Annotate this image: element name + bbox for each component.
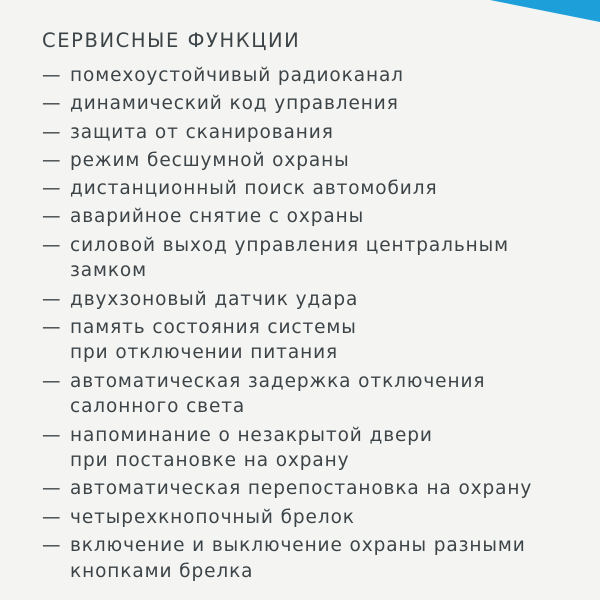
list-item bbox=[42, 423, 592, 474]
list-item-text bbox=[70, 204, 592, 230]
list-dash: — bbox=[42, 149, 62, 171]
corner-accent-shape bbox=[490, 0, 600, 22]
list-item-line: память состояния системы bbox=[70, 316, 357, 338]
list-dash: — bbox=[42, 234, 62, 256]
list-dash: — bbox=[42, 288, 62, 310]
list-item-text bbox=[70, 120, 592, 146]
list-item-text bbox=[70, 315, 592, 366]
list-dash: — bbox=[42, 206, 62, 228]
list-item-line: при постановке на охрану bbox=[70, 450, 350, 472]
list-item bbox=[42, 315, 592, 366]
list-item-line: помехоустойчивый радиоканал bbox=[70, 65, 404, 86]
list-item bbox=[42, 91, 592, 117]
list-item-text bbox=[70, 369, 592, 420]
list-item bbox=[42, 120, 592, 146]
list-item bbox=[42, 505, 592, 531]
list-item-line: динамический код управления bbox=[70, 93, 399, 115]
list-item-line: кнопками брелка bbox=[70, 560, 254, 582]
list-dash: — bbox=[42, 424, 62, 446]
list-item-line: салонного света bbox=[70, 396, 246, 418]
list-dash: — bbox=[42, 478, 62, 500]
list-item bbox=[42, 233, 592, 284]
list-item-text bbox=[70, 176, 592, 202]
list-dash: — bbox=[42, 178, 62, 200]
list-item-line: режим бесшумной охраны bbox=[70, 149, 350, 171]
list-item-line: при отключении питания bbox=[70, 342, 339, 364]
list-dash: — bbox=[42, 370, 62, 392]
list-item-line: двухзоновый датчик удара bbox=[70, 288, 359, 310]
list-item-text bbox=[70, 148, 592, 174]
list-item-text bbox=[70, 423, 592, 474]
list-item-text bbox=[70, 91, 592, 117]
list-item bbox=[42, 533, 592, 584]
list-item bbox=[42, 148, 592, 174]
list-item-line: включение и выключение охраны разными bbox=[70, 535, 526, 557]
list-item-line: напоминание о незакрытой двери bbox=[70, 424, 433, 446]
list-item-line: замком bbox=[70, 260, 147, 282]
list-item-line: автоматическая задержка отключения bbox=[70, 370, 486, 392]
list-item-line: защита от сканирования bbox=[70, 121, 334, 143]
list-dash: — bbox=[42, 506, 62, 528]
list-item-line: силовой выход управления центральным bbox=[70, 234, 509, 256]
list-item-text bbox=[70, 63, 592, 89]
feature-list bbox=[42, 63, 592, 587]
list-item-text bbox=[70, 533, 592, 584]
list-item bbox=[42, 176, 592, 202]
list-item-text bbox=[70, 233, 592, 284]
list-item bbox=[42, 476, 592, 502]
list-item-line: автоматическая перепостановка на охрану bbox=[70, 478, 533, 500]
list-item bbox=[42, 63, 592, 89]
list-item bbox=[42, 204, 592, 230]
list-item-text bbox=[70, 476, 592, 502]
page-title: СЕРВИСНЫЕ ФУНКЦИИ bbox=[42, 29, 301, 52]
list-dash: — bbox=[42, 535, 62, 557]
list-item bbox=[42, 369, 592, 420]
list-item-line: дистанционный поиск автомобиля bbox=[70, 178, 438, 200]
list-item-line: четырехкнопочный брелок bbox=[70, 506, 355, 528]
list-item-text bbox=[70, 287, 592, 313]
list-dash: — bbox=[42, 316, 62, 338]
list-item-text bbox=[70, 505, 592, 531]
list-dash: — bbox=[42, 93, 62, 115]
list-item-line: аварийное снятие с охраны bbox=[70, 206, 365, 228]
list-item bbox=[42, 287, 592, 313]
list-dash: — bbox=[42, 121, 62, 143]
list-dash: — bbox=[42, 65, 62, 86]
